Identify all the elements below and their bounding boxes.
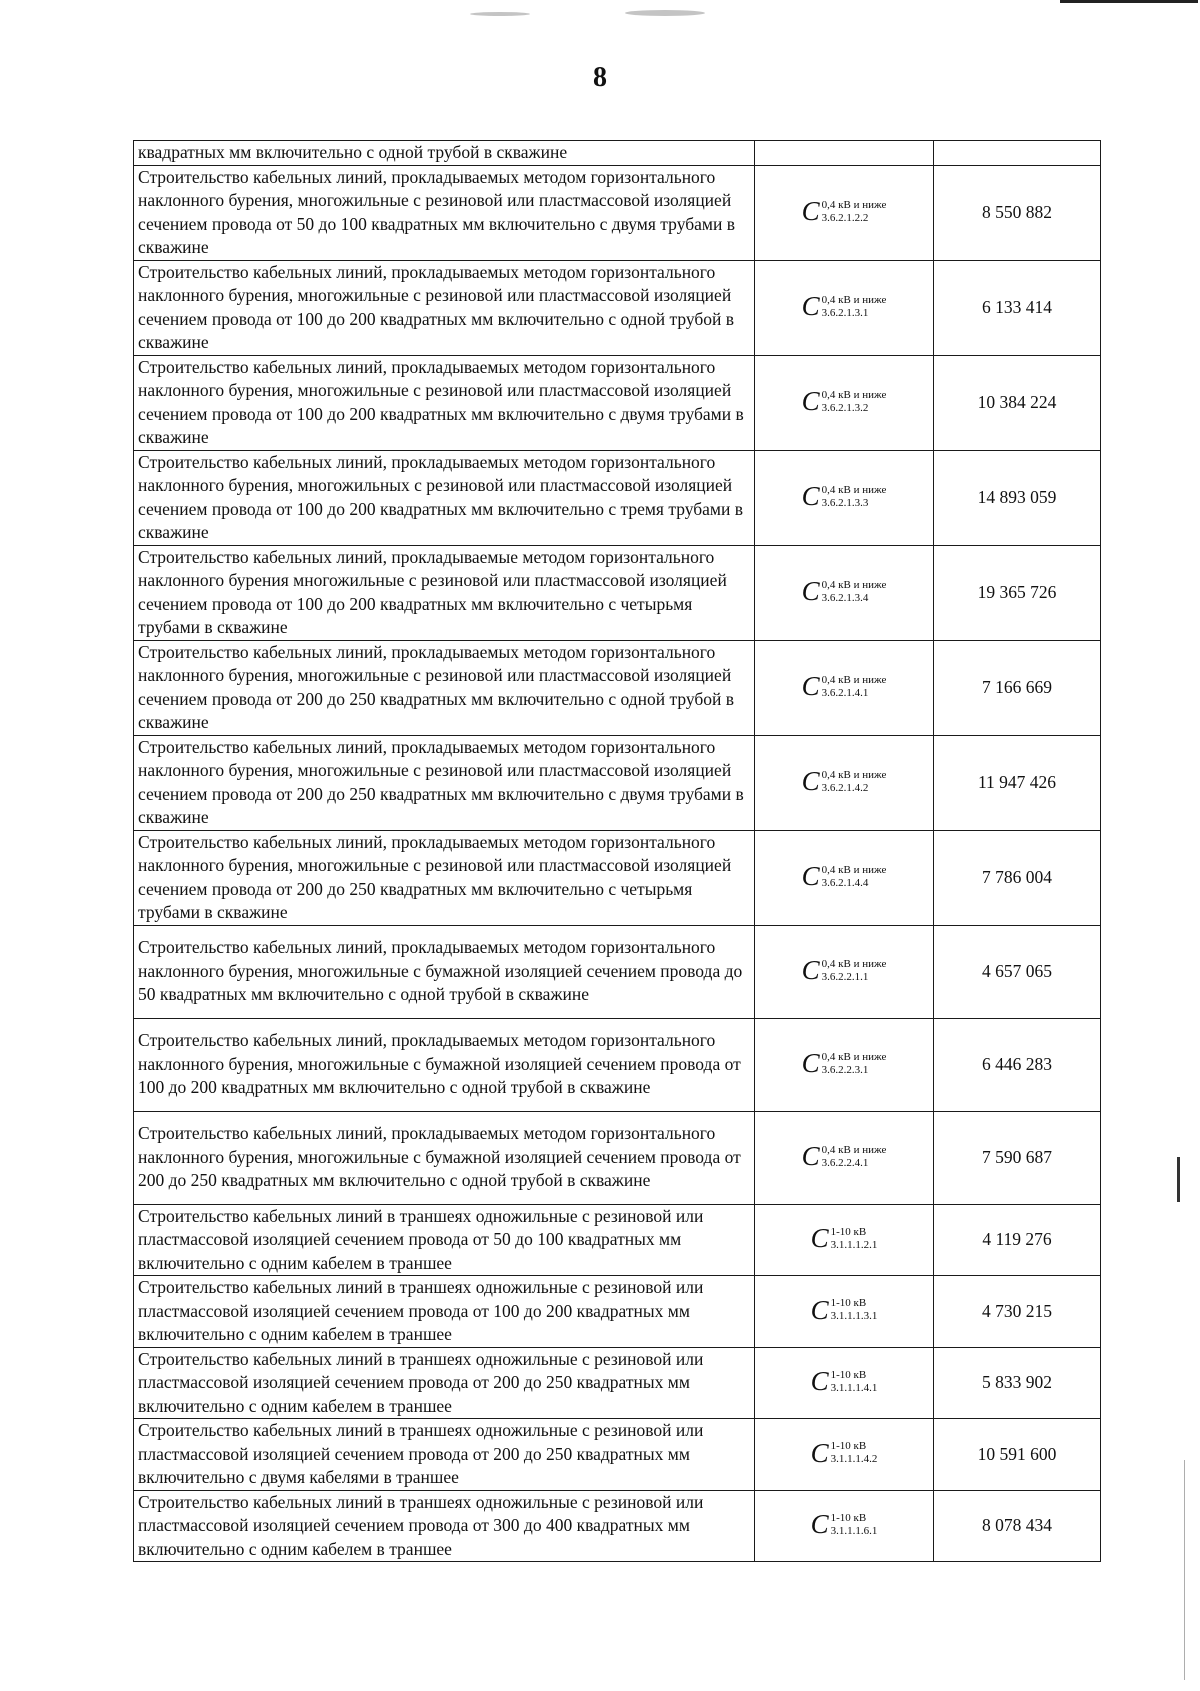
row-tariff-code <box>755 1018 934 1111</box>
row-value: 5 833 902 <box>934 1347 1101 1419</box>
tariff-code-symbol: C <box>810 1294 829 1325</box>
table-row <box>134 1204 1101 1276</box>
row-description: квадратных мм включительно с одной трубой в скважине <box>134 141 755 166</box>
tariff-code-symbol: C <box>801 1140 820 1171</box>
tariff-code-voltage: 0,4 кВ и ниже <box>821 578 887 591</box>
tariff-code-indices <box>822 389 887 415</box>
row-description: Строительство кабельных линий, прокладываемых методом горизонтального наклонного бурения, многожильных с резиновой или пластмассовой изоляцией сечением провода от 100 до 200 квадратных мм включительно с тремя трубами в скважине <box>134 450 755 545</box>
table-row <box>134 355 1101 450</box>
tariff-code-number: 3.1.1.1.4.1 <box>830 1381 878 1394</box>
row-value: 8 550 882 <box>934 165 1101 260</box>
table-row <box>134 1490 1101 1562</box>
table-row <box>134 450 1101 545</box>
tariff-code-formula <box>801 1047 887 1078</box>
tariff-code-number: 3.1.1.1.2.1 <box>830 1238 878 1251</box>
tariff-code-voltage: 1-10 кВ <box>830 1440 867 1453</box>
tariff-code-number: 3.6.2.1.4.1 <box>821 686 869 699</box>
tariff-code-indices <box>822 199 887 225</box>
scan-margin-mark <box>1184 1460 1185 1680</box>
tariff-code-formula <box>810 1366 878 1397</box>
tariff-code-symbol: C <box>801 860 820 891</box>
tariff-code-formula <box>810 1294 878 1325</box>
row-description: Строительство кабельных линий, прокладываемых методом горизонтального наклонного бурения, многожильные с бумажной изоляцией сечением провода от 200 до 250 квадратных мм включительно с одной трубой в скважине <box>134 1111 755 1204</box>
tariff-code-indices <box>831 1297 878 1323</box>
row-value: 7 590 687 <box>934 1111 1101 1204</box>
row-tariff-code <box>755 545 934 640</box>
table-row <box>134 925 1101 1018</box>
row-description: Строительство кабельных линий, прокладываемых методом горизонтального наклонного бурения, многожильные с резиновой или пластмассовой изоляцией сечением провода от 200 до 250 квадратных мм включительно с двумя трубами в скважине <box>134 735 755 830</box>
table-row <box>134 1276 1101 1348</box>
tariff-code-voltage: 0,4 кВ и ниже <box>821 388 887 401</box>
tariff-code-indices <box>822 769 887 795</box>
tariff-code-indices <box>822 1051 887 1077</box>
tariff-code-voltage: 0,4 кВ и ниже <box>821 673 887 686</box>
tariff-code-formula <box>801 290 887 321</box>
row-value: 4 119 276 <box>934 1204 1101 1276</box>
tariff-code-symbol: C <box>801 670 820 701</box>
tariff-code-number: 3.6.2.2.3.1 <box>821 1063 869 1076</box>
tariff-code-formula <box>810 1509 878 1540</box>
tariff-code-voltage: 0,4 кВ и ниже <box>821 863 887 876</box>
row-value: 7 786 004 <box>934 830 1101 925</box>
tariff-code-formula <box>801 195 887 226</box>
row-tariff-code <box>755 640 934 735</box>
row-tariff-code <box>755 1347 934 1419</box>
tariff-code-formula <box>801 575 887 606</box>
tariff-code-voltage: 0,4 кВ и ниже <box>821 1050 887 1063</box>
tariff-code-number: 3.6.2.2.1.1 <box>821 970 869 983</box>
row-value: 10 384 224 <box>934 355 1101 450</box>
table-row <box>134 141 1101 166</box>
table-row <box>134 1347 1101 1419</box>
row-description: Строительство кабельных линий в траншеях одножильные с резиновой или пластмассовой изоляцией сечением провода от 200 до 250 квадратных мм включительно с двумя кабелями в траншее <box>134 1419 755 1491</box>
rates-table-body <box>134 141 1101 1562</box>
scan-margin-mark <box>1177 1157 1180 1202</box>
row-description: Строительство кабельных линий, прокладываемых методом горизонтального наклонного бурения, многожильные с резиновой или пластмассовой изоляцией сечением провода от 200 до 250 квадратных мм включительно с одной трубой в скважине <box>134 640 755 735</box>
tariff-code-symbol: C <box>801 480 820 511</box>
tariff-code-symbol: C <box>810 1223 829 1254</box>
tariff-code-formula <box>801 385 887 416</box>
row-value: 19 365 726 <box>934 545 1101 640</box>
table-row <box>134 830 1101 925</box>
tariff-code-voltage: 0,4 кВ и ниже <box>821 483 887 496</box>
tariff-code-number: 3.6.2.1.3.1 <box>821 306 869 319</box>
tariff-code-symbol: C <box>801 1047 820 1078</box>
tariff-code-voltage: 0,4 кВ и ниже <box>821 957 887 970</box>
row-tariff-code <box>755 141 934 166</box>
row-tariff-code <box>755 1490 934 1562</box>
row-value: 4 730 215 <box>934 1276 1101 1348</box>
tariff-code-formula <box>810 1437 878 1468</box>
row-tariff-code <box>755 1419 934 1491</box>
row-value: 11 947 426 <box>934 735 1101 830</box>
row-description: Строительство кабельных линий, прокладываемых методом горизонтального наклонного бурения, многожильные с бумажной изоляцией сечением провода от 100 до 200 квадратных мм включительно с одной трубой в скважине <box>134 1018 755 1111</box>
table-row <box>134 1419 1101 1491</box>
table-row <box>134 260 1101 355</box>
tariff-code-voltage: 0,4 кВ и ниже <box>821 293 887 306</box>
row-description: Строительство кабельных линий в траншеях одножильные с резиновой или пластмассовой изоляцией сечением провода от 100 до 200 квадратных мм включительно с одним кабелем в траншее <box>134 1276 755 1348</box>
tariff-code-indices <box>831 1512 878 1538</box>
tariff-code-voltage: 0,4 кВ и ниже <box>821 198 887 211</box>
tariff-code-formula <box>801 860 887 891</box>
tariff-code-voltage: 0,4 кВ и ниже <box>821 1143 887 1156</box>
row-tariff-code <box>755 165 934 260</box>
tariff-code-symbol: C <box>801 290 820 321</box>
tariff-code-number: 3.1.1.1.3.1 <box>830 1310 878 1323</box>
tariff-code-number: 3.6.2.1.2.2 <box>821 211 869 224</box>
tariff-code-symbol: C <box>810 1509 829 1540</box>
tariff-code-formula <box>801 765 887 796</box>
tariff-code-number: 3.6.2.1.3.3 <box>821 496 869 509</box>
tariff-code-voltage: 1-10 кВ <box>830 1511 867 1524</box>
row-value: 6 446 283 <box>934 1018 1101 1111</box>
row-tariff-code <box>755 1204 934 1276</box>
tariff-code-number: 3.6.2.1.4.4 <box>821 876 869 889</box>
tariff-code-indices <box>822 674 887 700</box>
tariff-code-indices <box>822 294 887 320</box>
table-row <box>134 640 1101 735</box>
row-tariff-code <box>755 260 934 355</box>
tariff-code-indices <box>831 1440 878 1466</box>
tariff-code-voltage: 1-10 кВ <box>830 1225 867 1238</box>
table-row <box>134 1111 1101 1204</box>
row-value: 10 591 600 <box>934 1419 1101 1491</box>
tariff-code-indices <box>822 484 887 510</box>
row-value: 7 166 669 <box>934 640 1101 735</box>
row-description: Строительство кабельных линий в траншеях одножильные с резиновой или пластмассовой изоляцией сечением провода от 300 до 400 квадратных мм включительно с одним кабелем в траншее <box>134 1490 755 1562</box>
row-tariff-code <box>755 1276 934 1348</box>
tariff-code-formula <box>810 1223 878 1254</box>
row-tariff-code <box>755 830 934 925</box>
scan-noise-top <box>1060 0 1198 3</box>
row-value: 14 893 059 <box>934 450 1101 545</box>
tariff-code-symbol: C <box>810 1437 829 1468</box>
scan-speck <box>625 10 705 16</box>
row-description: Строительство кабельных линий в траншеях одножильные с резиновой или пластмассовой изоляцией сечением провода от 200 до 250 квадратных мм включительно с одним кабелем в траншее <box>134 1347 755 1419</box>
tariff-code-formula <box>801 480 887 511</box>
tariff-code-voltage: 1-10 кВ <box>830 1297 867 1310</box>
tariff-code-number: 3.1.1.1.4.2 <box>830 1453 878 1466</box>
row-description: Строительство кабельных линий, прокладываемых методом горизонтального наклонного бурения, многожильные с резиновой или пластмассовой изоляцией сечением провода от 50 до 100 квадратных мм включительно с двумя трубами в скважине <box>134 165 755 260</box>
row-value: 6 133 414 <box>934 260 1101 355</box>
tariff-code-indices <box>822 579 887 605</box>
tariff-code-voltage: 1-10 кВ <box>830 1368 867 1381</box>
tariff-code-indices <box>831 1369 878 1395</box>
tariff-code-symbol: C <box>801 195 820 226</box>
row-value: 4 657 065 <box>934 925 1101 1018</box>
tariff-code-number: 3.6.2.2.4.1 <box>821 1156 869 1169</box>
table-row <box>134 1018 1101 1111</box>
tariff-code-symbol: C <box>801 765 820 796</box>
row-tariff-code <box>755 450 934 545</box>
tariff-code-symbol: C <box>810 1366 829 1397</box>
tariff-code-indices <box>831 1226 878 1252</box>
row-tariff-code <box>755 355 934 450</box>
row-description: Строительство кабельных линий в траншеях одножильные с резиновой или пластмассовой изоляцией сечением провода от 50 до 100 квадратных мм включительно с одним кабелем в траншее <box>134 1204 755 1276</box>
table-row <box>134 545 1101 640</box>
rates-table <box>133 140 1101 1562</box>
tariff-code-symbol: C <box>801 575 820 606</box>
tariff-code-voltage: 0,4 кВ и ниже <box>821 768 887 781</box>
page-number: 8 <box>593 62 607 93</box>
scan-speck <box>470 12 530 16</box>
table-row <box>134 165 1101 260</box>
tariff-code-number: 3.1.1.1.6.1 <box>830 1524 878 1537</box>
tariff-code-formula <box>801 670 887 701</box>
row-tariff-code <box>755 1111 934 1204</box>
row-description: Строительство кабельных линий, прокладываемых методом горизонтального наклонного бурения, многожильные с резиновой или пластмассовой изоляцией сечением провода от 100 до 200 квадратных мм включительно с двумя трубами в скважине <box>134 355 755 450</box>
tariff-code-indices <box>822 1144 887 1170</box>
row-description: Строительство кабельных линий, прокладываемых методом горизонтального наклонного бурения, многожильные с резиновой или пластмассовой изоляцией сечением провода от 200 до 250 квадратных мм включительно с четырьмя трубами в скважине <box>134 830 755 925</box>
row-value: 8 078 434 <box>934 1490 1101 1562</box>
tariff-code-number: 3.6.2.1.4.2 <box>821 781 869 794</box>
tariff-code-indices <box>822 864 887 890</box>
row-value <box>934 141 1101 166</box>
tariff-code-symbol: C <box>801 385 820 416</box>
row-description: Строительство кабельных линий, прокладываемых методом горизонтального наклонного бурения, многожильные с бумажной изоляцией сечением провода до 50 квадратных мм включительно с одной трубой в скважине <box>134 925 755 1018</box>
tariff-code-symbol: C <box>801 954 820 985</box>
tariff-code-formula <box>801 954 887 985</box>
row-tariff-code <box>755 925 934 1018</box>
table-row <box>134 735 1101 830</box>
tariff-code-number: 3.6.2.1.3.4 <box>821 591 869 604</box>
row-tariff-code <box>755 735 934 830</box>
tariff-code-formula <box>801 1140 887 1171</box>
tariff-code-indices <box>822 958 887 984</box>
row-description: Строительство кабельных линий, прокладываемых методом горизонтального наклонного бурения, многожильные с резиновой или пластмассовой изоляцией сечением провода от 100 до 200 квадратных мм включительно с одной трубой в скважине <box>134 260 755 355</box>
tariff-code-number: 3.6.2.1.3.2 <box>821 401 869 414</box>
row-description: Строительство кабельных линий, прокладываемые методом горизонтального наклонного бурения многожильные с резиновой или пластмассовой изоляцией сечением провода от 100 до 200 квадратных мм включительно с четырьмя трубами в скважине <box>134 545 755 640</box>
